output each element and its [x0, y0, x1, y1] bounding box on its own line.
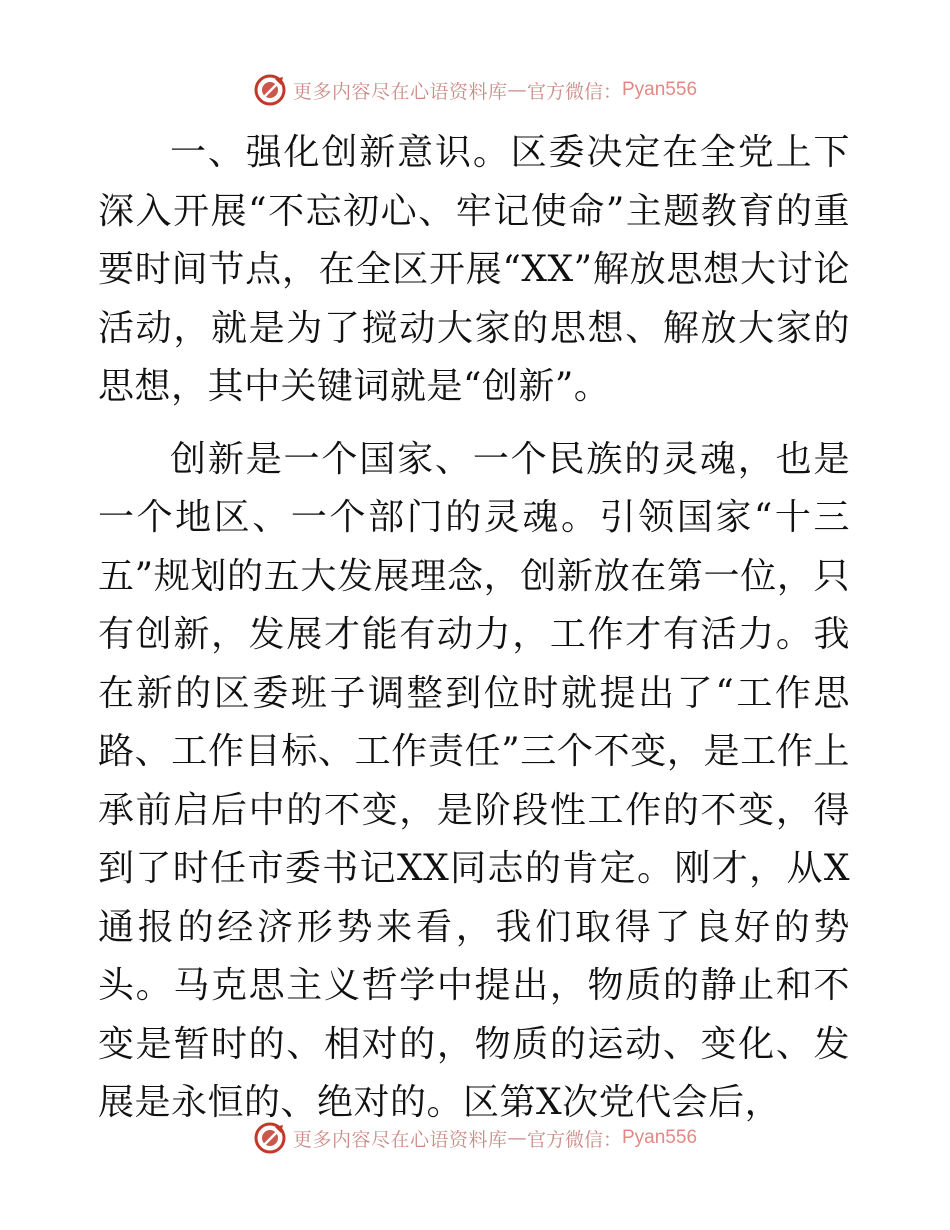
header-banner: [0, 70, 950, 110]
paragraph: 一、强化创新意识。区委决定在全党上下深入开展“不忘初心、牢记使命”主题教育的重要时间节点，在全区开展“XX”解放思想大讨论活动，就是为了搅动大家的思想、解放大家的思想，其中关键词就是“创新”。: [98, 132, 850, 407]
logo-icon: [253, 73, 287, 107]
banner-dash: —: [507, 1127, 527, 1149]
paragraph: 创新是一个国家、一个民族的灵魂，也是一个地区、一个部门的灵魂。引领国家“十三五”规划的五大发展理念，创新放在第一位，只有创新，发展才能有动力，工作才有活力。我在新的区委班子调整到位时就提出了“工作思路、工作目标、工作责任”三个不变，是工作上承前启后中的不变，是阶段性工作的不变，得到了时任市委书记XX同志的肯定。刚才，从X通报的经济形势来看，我们取得了良好的势头。马克思主义哲学中提出，物质的静止和不变是暂时的、相对的，物质的运动、变化、发展是永恒的、绝对的。区第X次党代会后，: [98, 438, 850, 1123]
banner-wechat-id: Pyan556: [622, 1127, 698, 1148]
footer-banner: [0, 1118, 950, 1158]
banner-title: 更多内容尽在心语资料库: [292, 80, 508, 103]
banner-wechat-id: Pyan556: [622, 79, 698, 100]
banner-dash: —: [507, 79, 527, 101]
banner-wechat-label: 官方微信：: [526, 1128, 622, 1151]
logo-icon: [253, 1121, 287, 1155]
banner-title: 更多内容尽在心语资料库: [292, 1128, 508, 1151]
banner-wechat-label: 官方微信：: [526, 80, 622, 103]
document-body: [98, 124, 850, 1133]
